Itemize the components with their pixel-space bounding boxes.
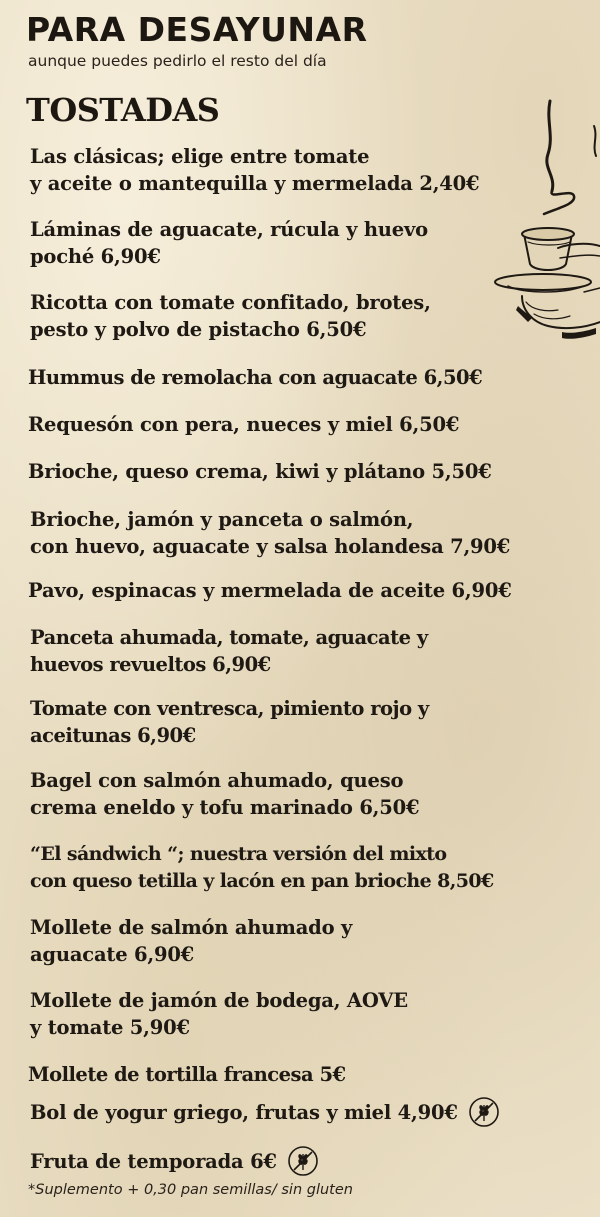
menu-item-line: Brioche, queso crema, kiwi y plátano 5,50€ <box>28 460 492 483</box>
menu-item <box>28 411 459 438</box>
menu-item-text: Fruta de temporada 6€ <box>30 1150 277 1173</box>
menu-item-line: poché 6,90€ <box>30 245 161 268</box>
menu-item-line: y tomate 5,90€ <box>30 1016 190 1039</box>
menu-item-line: “El sándwich “; nuestra versión del mixto <box>30 843 447 865</box>
menu-item-line: Requesón con pera, nueces y miel 6,50€ <box>28 413 460 436</box>
menu-item-line: aguacate 6,90€ <box>30 943 195 966</box>
menu-item-line: con queso tetilla y lacón en pan brioche 8,50€ <box>30 870 494 892</box>
menu-item <box>30 289 431 343</box>
menu-item <box>28 577 512 604</box>
menu-item-line: Las clásicas; elige entre tomate <box>30 145 370 168</box>
menu-item-line: Mollete de tortilla francesa 5€ <box>28 1063 346 1086</box>
footnote: *Suplemento + 0,30 pan semillas/ sin gluten <box>28 1182 353 1198</box>
menu-item <box>28 1061 346 1088</box>
menu-item-line: crema eneldo y tofu marinado 6,50€ <box>30 796 420 819</box>
menu-item-line: Hummus de remolacha con aguacate 6,50€ <box>28 366 483 389</box>
menu-item-line: Ricotta con tomate confitado, brotes, <box>30 291 431 314</box>
gluten-free-icon <box>287 1145 319 1177</box>
menu-item <box>30 695 429 749</box>
section-title-tostadas: TOSTADAS <box>26 91 220 129</box>
menu-item <box>30 216 428 270</box>
menu-item-line: huevos revueltos 6,90€ <box>30 653 271 676</box>
menu-item-line: y aceite o mantequilla y mermelada 2,40€ <box>30 172 480 195</box>
gluten-free-icon <box>468 1096 500 1128</box>
page-subtitle: aunque puedes pedirlo el resto del día <box>28 52 327 70</box>
menu-item <box>30 1099 500 1128</box>
menu-item <box>28 364 482 391</box>
menu-item-line: aceitunas 6,90€ <box>30 724 196 747</box>
menu-item-line: Brioche, jamón y panceta o salmón, <box>30 508 414 531</box>
menu-item-line <box>30 1148 319 1177</box>
menu-item-line <box>30 1099 500 1128</box>
menu-item <box>30 143 479 197</box>
menu-item-line: Mollete de salmón ahumado y <box>30 916 353 939</box>
menu-item-line: Panceta ahumada, tomate, aguacate y <box>30 626 428 649</box>
menu-item-line: Mollete de jamón de bodega, AOVE <box>30 989 408 1012</box>
menu-item <box>30 914 352 968</box>
menu-item <box>30 841 494 895</box>
menu-item-line: Láminas de aguacate, rúcula y huevo <box>30 218 428 241</box>
menu-item <box>28 458 492 485</box>
page-title: PARA DESAYUNAR <box>26 10 368 49</box>
coffee-cup-illustration-icon <box>488 96 600 346</box>
menu-item-line: pesto y polvo de pistacho 6,50€ <box>30 318 367 341</box>
menu-item <box>30 1148 319 1177</box>
menu-item-line: Bagel con salmón ahumado, queso <box>30 769 404 792</box>
menu-item <box>30 987 408 1041</box>
menu-item-line: Pavo, espinacas y mermelada de aceite 6,90€ <box>28 579 512 602</box>
menu-item-line: con huevo, aguacate y salsa holandesa 7,90€ <box>30 535 511 558</box>
menu-item-line: Tomate con ventresca, pimiento rojo y <box>30 697 429 720</box>
menu-item-text: Bol de yogur griego, frutas y miel 4,90€ <box>30 1101 458 1124</box>
menu-item <box>30 624 428 678</box>
menu-item <box>30 767 419 821</box>
menu-item <box>30 506 510 560</box>
